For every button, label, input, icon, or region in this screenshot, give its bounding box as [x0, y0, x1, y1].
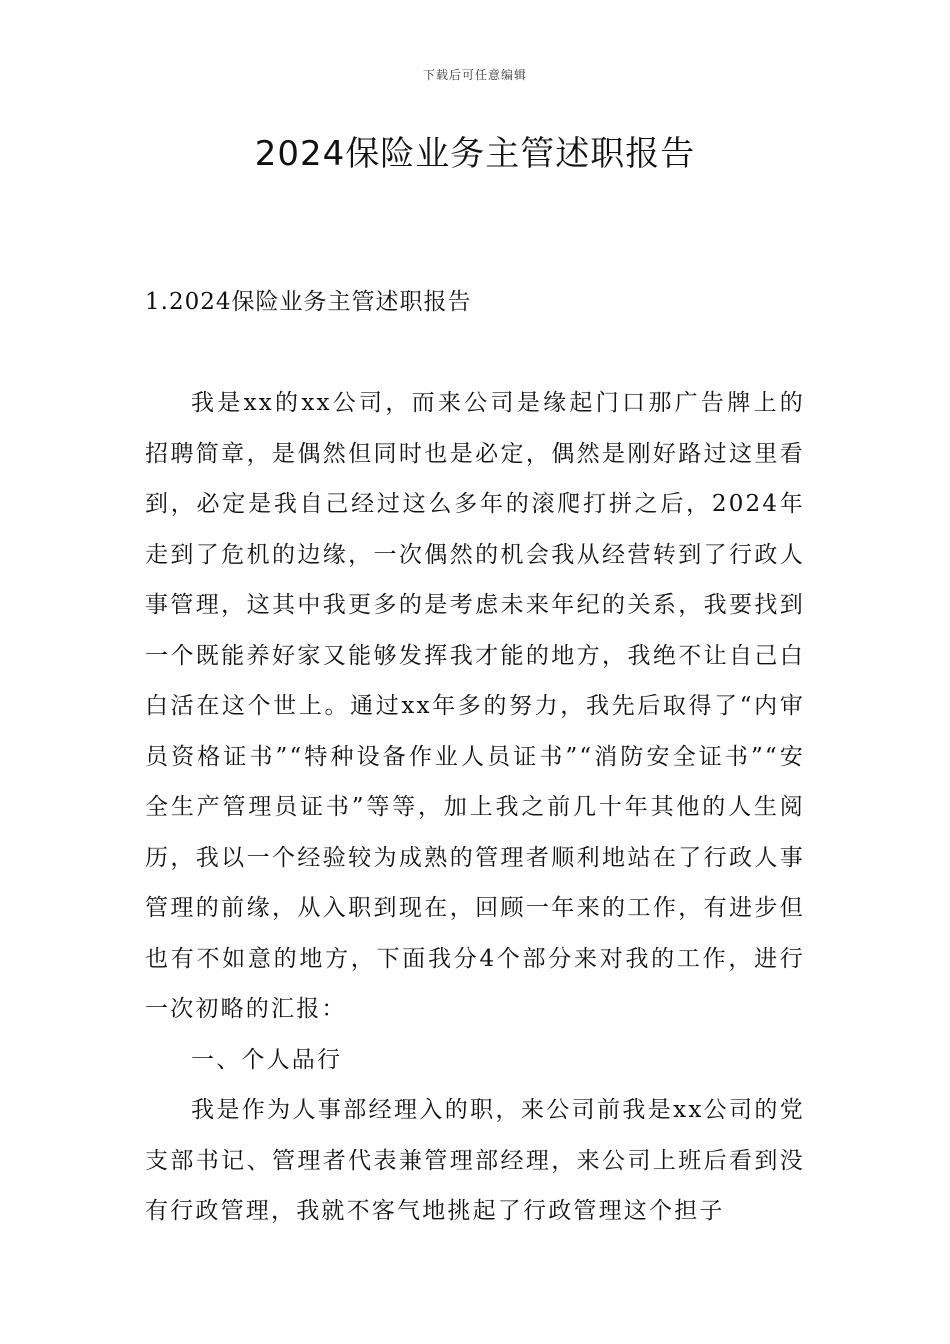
paragraph-intro: 我是xx的xx公司，而来公司是缘起门口那广告牌上的招聘简章，是偶然但同时也是必定，偶然是刚好路过这里看到，必定是我自己经过这么多年的滚爬打拼之后，2024年走到了危机的边缘，一次偶然的机会我从经营转到了行政人事管理，这其中我更多的是考虑未来年纪的关系，我要找到一个既能养好家又能够发挥我才能的地方，我绝不让自己白白活在这个世上。通过xx年多的努力，我先后取得了“内审员资格证书”“特种设备作业人员证书”“消防安全证书”“安全生产管理员证书”等等，加上我之前几十年其他的人生阅历，我以一个经验较为成熟的管理者顺利地站在了行政人事管理的前缘，从入职到现在，回顾一年来的工作，有进步但也有不如意的地方，下面我分4个部分来对我的工作，进行一次初略的汇报：: [145, 390, 805, 1022]
paragraph-personal-conduct: 我是作为人事部经理入的职，来公司前我是xx公司的党支部书记、管理者代表兼管理部经理，来公司上班后看到没有行政管理，我就不客气地挑起了行政管理这个担子: [145, 1097, 805, 1224]
document-body: [145, 378, 805, 1237]
header-note: 下载后可任意编辑: [422, 68, 527, 82]
paragraph-subheading-personal-conduct: 一、个人品行: [191, 1046, 343, 1073]
document-title: 2024保险业务主管述职报告: [254, 134, 696, 174]
section-heading: 1.2024保险业务主管述职报告: [145, 289, 472, 315]
